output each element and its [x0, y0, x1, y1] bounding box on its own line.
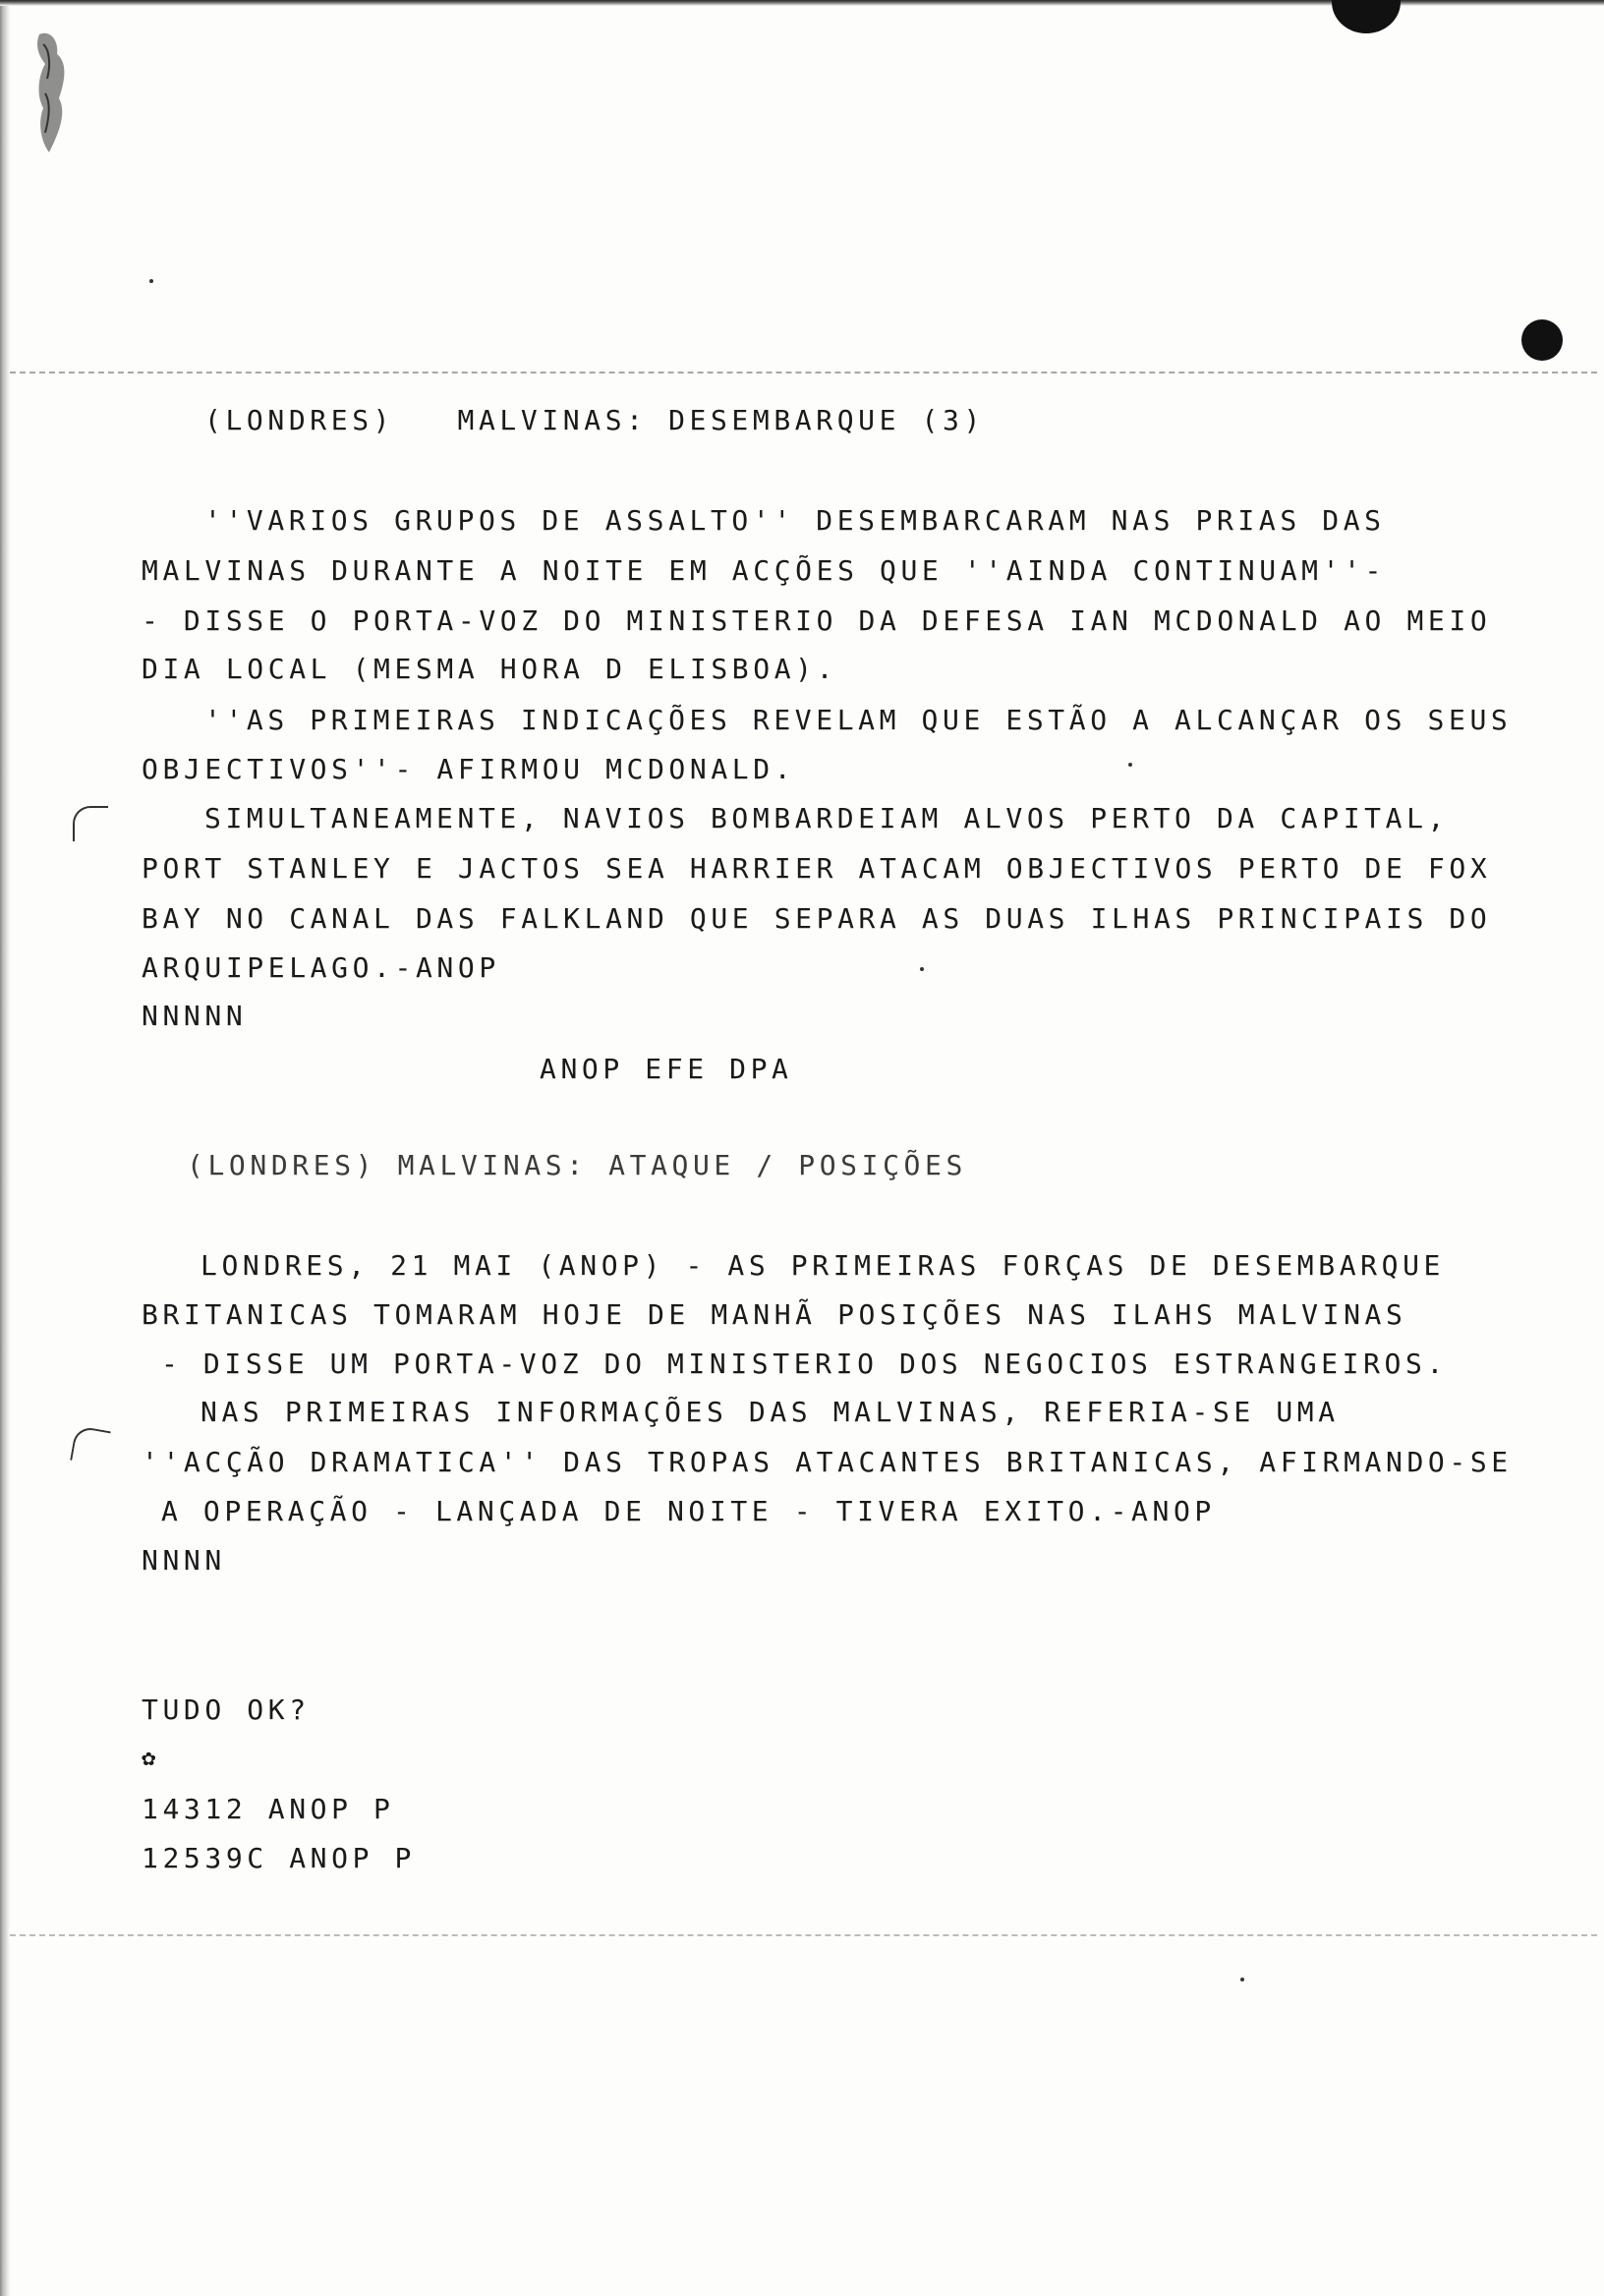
story1-line: BAY NO CANAL DAS FALKLAND QUE SEPARA AS DUAS ILHAS PRINCIPAIS DO — [142, 902, 1492, 935]
ink-speck — [1128, 763, 1132, 767]
torn-corner-mark — [29, 25, 75, 162]
story2-heading: (LONDRES) MALVINAS: ATAQUE / POSIÇÕES — [187, 1149, 967, 1181]
ink-speck — [1240, 1978, 1244, 1981]
story2-line: LONDRES, 21 MAI (ANOP) - AS PRIMEIRAS FORÇAS DE DESEMBARQUE — [200, 1249, 1445, 1282]
story1-end-mark: NNNNN — [142, 1000, 248, 1032]
confirmation-question: TUDO OK? — [142, 1693, 311, 1726]
story1-line: ''VARIOS GRUPOS DE ASSALTO'' DESEMBARCARAM NAS PRIAS DAS — [204, 504, 1386, 537]
story2-line: BRITANICAS TOMARAM HOJE DE MANHÃ POSIÇÕES NAS ILAHS MALVINAS — [142, 1298, 1407, 1331]
story1-line: PORT STANLEY E JACTOS SEA HARRIER ATACAM OBJECTIVOS PERTO DE FOX — [142, 852, 1492, 885]
perforation-line-top — [10, 372, 1597, 373]
story2-line: A OPERAÇÃO - LANÇADA DE NOITE - TIVERA EXITO.-ANOP — [161, 1495, 1216, 1527]
story2-line: NAS PRIMEIRAS INFORMAÇÕES DAS MALVINAS, REFERIA-SE UMA — [200, 1396, 1340, 1428]
page-left-edge — [0, 0, 10, 2296]
story1-line: DIA LOCAL (MESMA HORA D ELISBOA). — [142, 653, 838, 685]
story2-line: - DISSE UM PORTA-VOZ DO MINISTERIO DOS NEGOCIOS ESTRANGEIROS. — [161, 1348, 1448, 1380]
ink-speck — [149, 279, 153, 283]
answerback-code: 14312 ANOP P — [142, 1793, 395, 1825]
ink-speck — [920, 967, 924, 971]
story1-line: MALVINAS DURANTE A NOITE EM ACÇÕES QUE ''AINDA CONTINUAM''- — [142, 554, 1386, 587]
story1-line: OBJECTIVOS''- AFIRMOU MCDONALD. — [142, 753, 796, 785]
punch-hole-top — [1332, 0, 1401, 33]
answerback-code: 12539C ANOP P — [142, 1842, 416, 1874]
ink-curl-mark — [73, 806, 108, 841]
story1-line: - DISSE O PORTA-VOZ DO MINISTERIO DA DEFESA IAN MCDONALD AO MEIO — [142, 604, 1492, 637]
story1-line: SIMULTANEAMENTE, NAVIOS BOMBARDEIAM ALVOS PERTO DA CAPITAL, — [204, 802, 1449, 834]
story1-heading: (LONDRES) MALVINAS: DESEMBARQUE (3) — [204, 404, 985, 436]
story2-end-mark: NNNN — [142, 1544, 226, 1577]
ink-curl-mark — [70, 1425, 111, 1466]
story2-line: ''ACÇÃO DRAMATICA'' DAS TROPAS ATACANTES BRITANICAS, AFIRMANDO-SE — [142, 1446, 1513, 1478]
agencies-line: ANOP EFE DPA — [540, 1053, 793, 1085]
story1-line: ARQUIPELAGO.-ANOP — [142, 951, 500, 984]
punch-hole-right — [1521, 319, 1563, 361]
flower-symbol-icon: ✿ — [142, 1744, 156, 1771]
perforation-line-bottom — [10, 1934, 1597, 1936]
story1-line: ''AS PRIMEIRAS INDICAÇÕES REVELAM QUE ESTÃO A ALCANÇAR OS SEUS — [204, 704, 1513, 736]
